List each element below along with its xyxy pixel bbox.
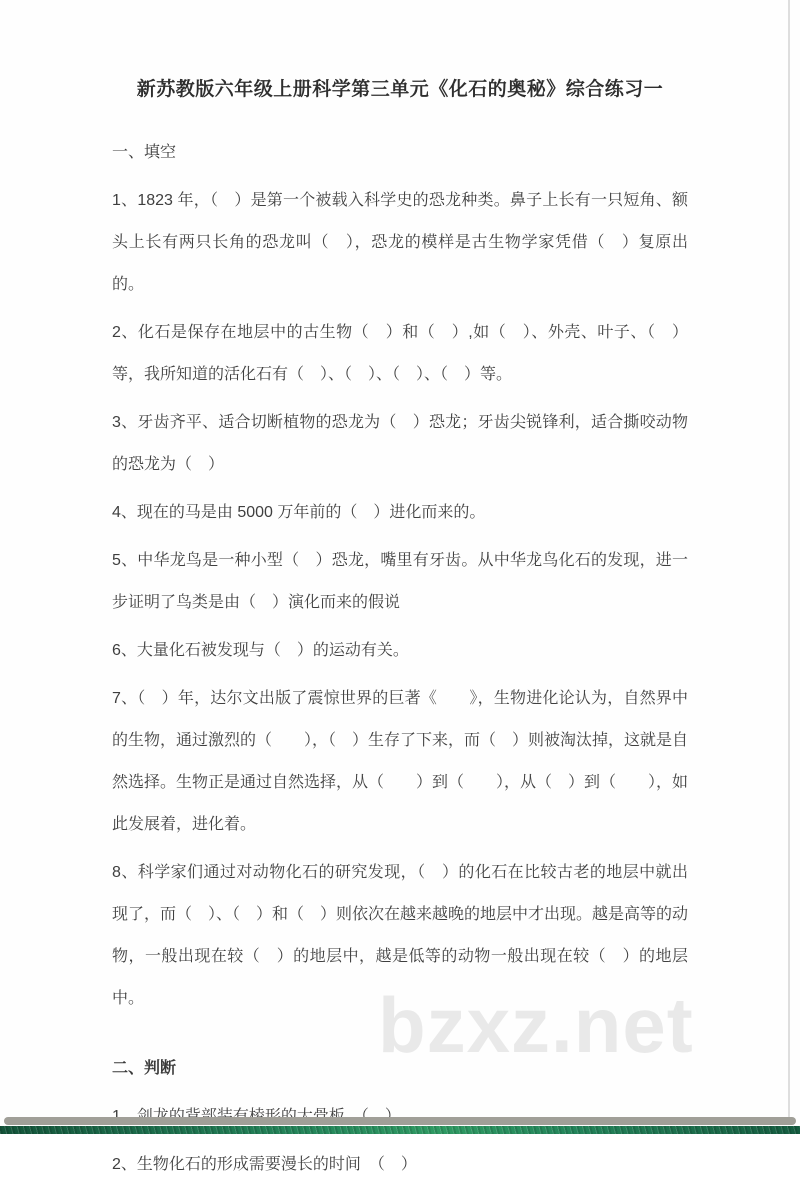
page-right-edge	[788, 0, 790, 1117]
fill-question-1: 1、1823 年，（ ）是第一个被载入科学史的恐龙种类。鼻子上长有一只短角、额头上长有两只长角的恐龙叫（ ），恐龙的模样是古生物学家凭借（ ）复原出的。	[112, 192, 688, 293]
section-heading-true-false: 二、判断	[112, 1060, 177, 1077]
document-page	[112, 0, 688, 1186]
page-bottom-shadow	[4, 1117, 796, 1125]
document-title: 新苏教版六年级上册科学第三单元《化石的奥秘》综合练习一	[136, 79, 664, 100]
grass-background-strip	[0, 1126, 800, 1134]
section-heading-fill-in-blank: 一、填空	[112, 144, 177, 161]
fill-question-4: 4、现在的马是由 5000 万年前的（ ）进化而来的。	[112, 504, 486, 521]
fill-question-2: 2、化石是保存在地层中的古生物（ ）和（ ）,如（ ）、外壳、叶子、（ ）等，我所知道的活化石有（ ）、（ ）、（ ）、（ ）等。	[112, 324, 688, 383]
fill-question-5: 5、中华龙鸟是一种小型（ ）恐龙，嘴里有牙齿。从中华龙鸟化石的发现，进一步证明了鸟类是由（ ）演化而来的假说	[112, 552, 688, 611]
fill-question-8: 8、科学家们通过对动物化石的研究发现，（ ）的化石在比较古老的地层中就出现了，而（ ）、（ ）和（ ）则依次在越来越晚的地层中才出现。越是高等的动物，一般出现在较（ ）的地层中，越是低等的动物一般出现在较（ ）的地层中。	[112, 864, 689, 1007]
fill-question-7: 7、（ ）年，达尔文出版了震惊世界的巨著《 》，生物进化论认为，自然界中的生物，通过激烈的（ ），（ ）生存了下来，而（ ）则被淘汰掉，这就是自然选择。生物正是通过自然选择，从（ ）到（ ），从（ ）到（ ），如此发展着，进化着。	[112, 690, 689, 833]
fill-question-6: 6、大量化石被发现与（ ）的运动有关。	[112, 642, 409, 659]
watermark: bzxz.net	[378, 981, 694, 1069]
fill-question-3: 3、牙齿齐平、适合切断植物的恐龙为（ ）恐龙；牙齿尖锐锋利，适合撕咬动物的恐龙为（ ）	[112, 414, 688, 473]
judge-question-2: 2、生物化石的形成需要漫长的时间 （ ）	[112, 1156, 417, 1173]
